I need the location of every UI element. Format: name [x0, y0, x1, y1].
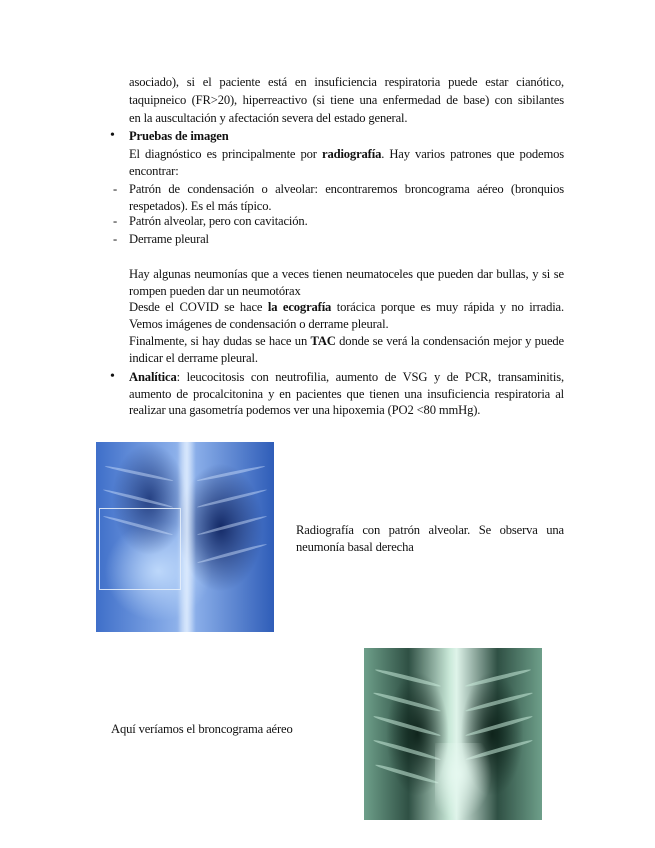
analytics-paragraph: Analítica: leucocitosis con neutrofilia, aumento de VSG y de PCR, transaminitis, aumento de procalcitonina y en pacientes que tienen una insuficiencia respiratoria al realizar una gasometría podemos ver una hipoxemia (PO2 <80 mmHg).: [129, 370, 564, 417]
bullet-marker-analytics: •: [110, 369, 115, 384]
pattern-item-3: Derrame pleural: [129, 232, 209, 246]
imaging-heading: Pruebas de imagen: [129, 129, 229, 143]
tac-paragraph: Finalmente, si hay dudas se hace un TAC donde se verá la condensación mejor y puede indicar el derrame pleural.: [129, 334, 564, 365]
dash-marker-3: -: [113, 232, 118, 246]
figure-caption-1: Radiografía con patrón alveolar. Se observa una neumonía basal derecha: [296, 523, 564, 554]
region-of-interest-box: [99, 508, 181, 590]
intro-line-2: taquipneico (FR>20), hiperreactivo (si tiene una enfermedad de base) con sibilantes: [129, 93, 564, 107]
imaging-intro: El diagnóstico es principalmente por radiografía. Hay varios patrones que podemos encontrar:: [129, 147, 564, 178]
dash-marker-2: -: [113, 214, 118, 228]
neumatoceles-paragraph: Hay algunas neumonías que a veces tienen neumatoceles que pueden dar bullas, y si se rompen pueden dar un neumotórax: [129, 267, 564, 298]
chest-xray-alveolar-image: [96, 442, 274, 632]
bullet-marker-imaging: •: [110, 128, 115, 143]
dash-marker-1: -: [113, 182, 118, 196]
chest-xray-broncograma-image: [364, 648, 542, 820]
pattern-item-2: Patrón alveolar, pero con cavitación.: [129, 214, 308, 228]
covid-ecografia-paragraph: Desde el COVID se hace la ecografía torácica porque es muy rápida y no irradia. Vemos imágenes de condensación o derrame pleural.: [129, 300, 564, 331]
intro-line-1: asociado), si el paciente está en insuficiencia respiratoria puede estar cianótico,: [129, 75, 564, 89]
figure-caption-2: Aquí veríamos el broncograma aéreo: [111, 722, 293, 736]
pattern-item-1: Patrón de condensación o alveolar: encontraremos broncograma aéreo (bronquios respetados). Es el más típico.: [129, 182, 564, 213]
intro-line-3: en la auscultación y afectación severa del estado general.: [129, 111, 408, 125]
